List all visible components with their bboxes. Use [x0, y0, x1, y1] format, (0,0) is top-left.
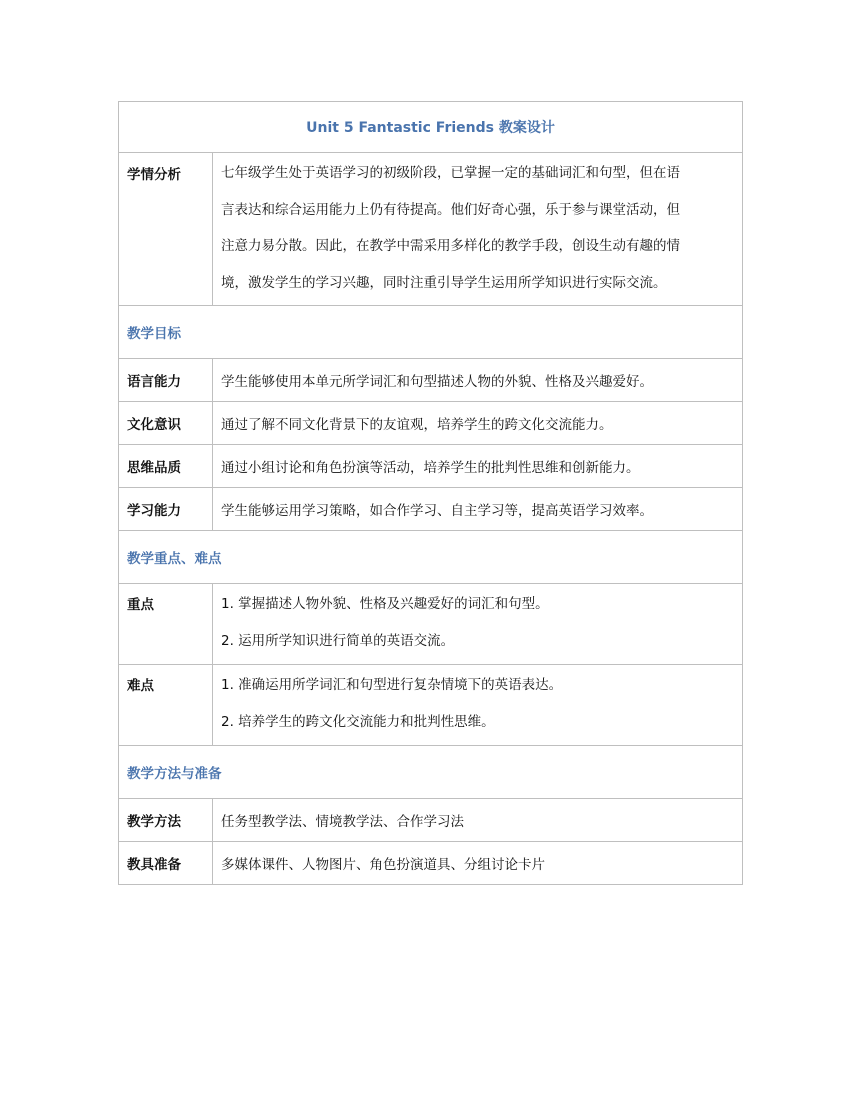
objective-label: 学习能力: [119, 488, 213, 531]
objective-row: [119, 359, 743, 402]
section-heading-methods: 教学方法与准备: [119, 746, 743, 799]
objective-row: [119, 445, 743, 488]
method-label: 教具准备: [119, 842, 213, 885]
document-title: Unit 5 Fantastic Friends 教案设计: [119, 102, 743, 153]
objective-text: 通过小组讨论和角色扮演等活动，培养学生的批判性思维和创新能力。: [213, 445, 743, 488]
learner-analysis-content: [213, 153, 743, 306]
list-item: 2. 培养学生的跨文化交流能力和批判性思维。: [221, 714, 495, 730]
key-points-heading-row: [119, 531, 743, 584]
key-point-items: [213, 665, 743, 746]
learner-analysis-row: [119, 153, 743, 306]
objective-text: 通过了解不同文化背景下的友谊观，培养学生的跨文化交流能力。: [213, 402, 743, 445]
list-item: 2. 运用所学知识进行简单的英语交流。: [221, 633, 455, 649]
objective-label: 文化意识: [119, 402, 213, 445]
objectives-heading-row: [119, 306, 743, 359]
title-row: [119, 102, 743, 153]
method-text: 任务型教学法、情境教学法、合作学习法: [213, 799, 743, 842]
section-heading-objectives: 教学目标: [119, 306, 743, 359]
lesson-plan-table: [118, 101, 743, 885]
learner-analysis-line: 境，激发学生的学习兴趣，同时注重引导学生运用所学知识进行实际交流。: [221, 274, 667, 291]
method-text: 多媒体课件、人物图片、角色扮演道具、分组讨论卡片: [213, 842, 743, 885]
section-heading-key-points: 教学重点、难点: [119, 531, 743, 584]
list-item: 1. 掌握描述人物外貌、性格及兴趣爱好的词汇和句型。: [221, 596, 549, 612]
key-point-row: [119, 665, 743, 746]
objective-label: 语言能力: [119, 359, 213, 402]
method-label: 教学方法: [119, 799, 213, 842]
key-point-row: [119, 584, 743, 665]
key-point-label: 重点: [119, 584, 213, 665]
key-point-label: 难点: [119, 665, 213, 746]
list-item: 1. 准确运用所学词汇和句型进行复杂情境下的英语表达。: [221, 677, 563, 693]
objective-label: 思维品质: [119, 445, 213, 488]
objective-row: [119, 402, 743, 445]
methods-heading-row: [119, 746, 743, 799]
objective-text: 学生能够运用学习策略，如合作学习、自主学习等，提高英语学习效率。: [213, 488, 743, 531]
method-row: [119, 842, 743, 885]
learner-analysis-line: 七年级学生处于英语学习的初级阶段，已掌握一定的基础词汇和句型，但在语: [221, 165, 680, 181]
key-point-items: [213, 584, 743, 665]
objective-row: [119, 488, 743, 531]
learner-analysis-label: 学情分析: [119, 153, 213, 306]
learner-analysis-line: 注意力易分散。因此，在教学中需采用多样化的教学手段，创设生动有趣的情: [221, 238, 680, 254]
objective-text: 学生能够使用本单元所学词汇和句型描述人物的外貌、性格及兴趣爱好。: [213, 359, 743, 402]
method-row: [119, 799, 743, 842]
learner-analysis-line: 言表达和综合运用能力上仍有待提高。他们好奇心强，乐于参与课堂活动，但: [221, 201, 680, 218]
